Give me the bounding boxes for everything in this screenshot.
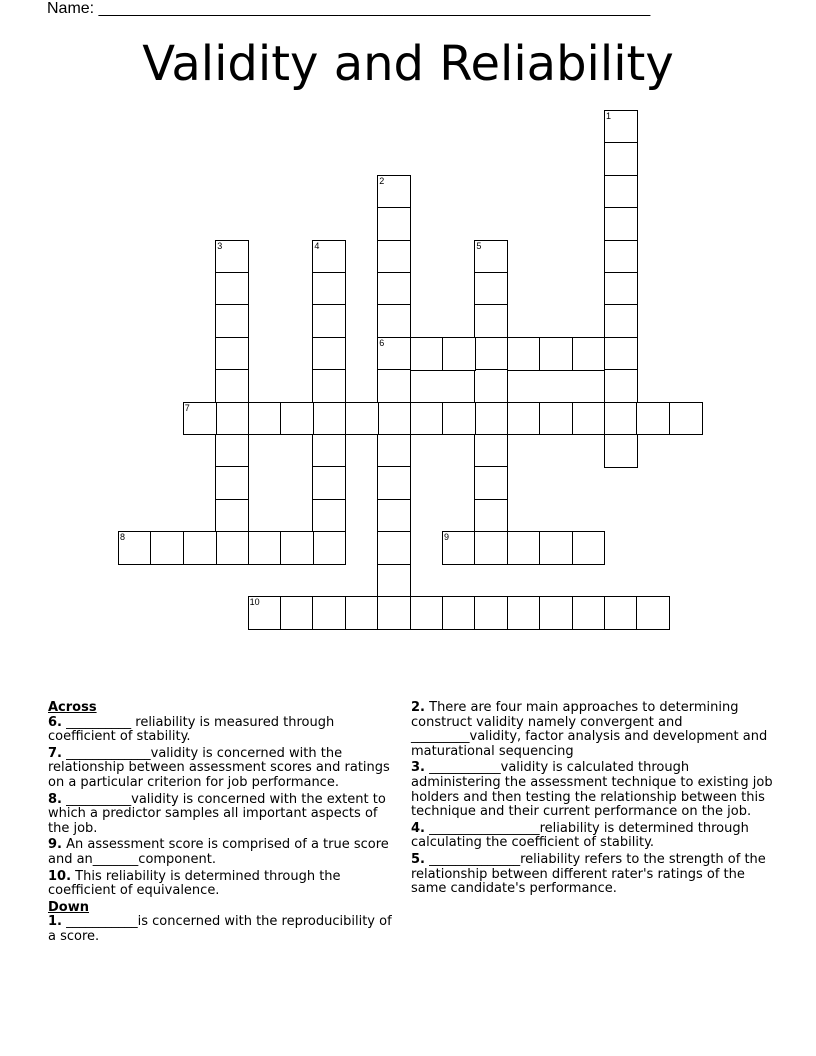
across-clue — [48, 747, 400, 791]
clue-number-label: 3 — [217, 240, 223, 251]
clue-number: 7. — [48, 745, 62, 761]
clue-number: 6. — [48, 714, 62, 730]
clue-number-label: 10 — [249, 597, 260, 607]
grid-cell[interactable] — [312, 596, 346, 630]
grid-cell[interactable] — [507, 337, 541, 371]
grid-cell[interactable] — [312, 531, 346, 565]
grid-cell[interactable] — [410, 337, 444, 371]
grid-cell[interactable] — [215, 466, 249, 500]
grid-cell[interactable] — [377, 596, 411, 630]
grid-cell[interactable] — [507, 531, 541, 565]
grid-cell[interactable] — [150, 531, 184, 565]
grid-cell[interactable] — [572, 402, 606, 436]
down-clue — [411, 761, 773, 819]
grid-cell[interactable] — [312, 434, 346, 468]
across-clue — [48, 838, 400, 867]
grid-cell[interactable] — [377, 207, 411, 241]
clue-text: ___________validity is calculated through administering the assessment technique to existing job holders and then testing the relationship between this technique and their current performance on the job. — [411, 760, 773, 820]
grid-cell[interactable] — [604, 175, 638, 209]
grid-cell[interactable] — [312, 240, 346, 274]
grid-cell[interactable] — [604, 142, 638, 176]
grid-cell[interactable] — [442, 402, 476, 436]
grid-cell[interactable] — [248, 596, 282, 630]
grid-cell[interactable] — [377, 272, 411, 306]
grid-cell[interactable] — [474, 596, 508, 630]
grid-cell[interactable] — [604, 402, 638, 436]
grid-cell[interactable] — [442, 596, 476, 630]
down-clue — [411, 701, 773, 759]
clue-text: ___________is concerned with the reproducibility of a score. — [48, 914, 392, 944]
grid-cell[interactable] — [474, 240, 508, 274]
grid-cell[interactable] — [377, 337, 411, 371]
puzzle-title: Validity and Reliability — [142, 36, 674, 92]
grid-cell[interactable] — [377, 466, 411, 500]
grid-cell[interactable] — [312, 499, 346, 533]
grid-cell[interactable] — [312, 337, 346, 371]
grid-cell[interactable] — [215, 369, 249, 403]
grid-cell[interactable] — [604, 434, 638, 468]
clue-text: _________________reliability is determined through calculating the coefficient of stability. — [411, 820, 749, 851]
grid-cell[interactable] — [539, 402, 573, 436]
grid-cell[interactable] — [474, 499, 508, 533]
grid-cell[interactable] — [572, 596, 606, 630]
clue-number-label: 8 — [120, 532, 126, 543]
down-clue — [48, 915, 400, 944]
grid-cell[interactable] — [474, 304, 508, 338]
grid-cell[interactable] — [377, 369, 411, 403]
grid-cell[interactable] — [377, 402, 411, 436]
grid-cell[interactable] — [377, 240, 411, 274]
clue-number-label: 4 — [314, 240, 320, 251]
grid-cell[interactable] — [280, 596, 314, 630]
grid-cell[interactable] — [604, 337, 638, 371]
grid-cell[interactable] — [215, 499, 249, 533]
grid-cell[interactable] — [539, 531, 573, 565]
clues-left-column — [48, 701, 400, 947]
grid-cell[interactable] — [248, 531, 282, 565]
grid-cell[interactable] — [539, 596, 573, 630]
grid-cell[interactable] — [312, 466, 346, 500]
grid-cell[interactable] — [572, 531, 606, 565]
clue-text: __________validity is concerned with the extent to which a predictor samples all important aspects of the job. — [48, 791, 386, 836]
clue-number: 10. — [48, 868, 72, 884]
clue-text: An assessment score is comprised of a true score and an_______component. — [48, 837, 389, 867]
down-clue — [411, 822, 773, 851]
clues-right-column — [411, 701, 773, 899]
across-clue — [48, 793, 400, 837]
clue-number-label: 6 — [379, 337, 385, 348]
grid-cell[interactable] — [280, 402, 314, 436]
name-field[interactable]: Name: ______________________________________________________________ — [47, 0, 651, 17]
clue-text: __________ reliability is measured through coefficient of stability. — [48, 714, 335, 745]
grid-cell[interactable] — [604, 369, 638, 403]
grid-cell[interactable] — [312, 369, 346, 403]
grid-cell[interactable] — [410, 402, 444, 436]
grid-cell[interactable] — [507, 402, 541, 436]
grid-cell[interactable] — [604, 207, 638, 241]
grid-cell[interactable] — [215, 402, 249, 436]
grid-cell[interactable] — [248, 402, 282, 436]
grid-cell[interactable] — [183, 531, 217, 565]
grid-cell[interactable] — [507, 596, 541, 630]
clue-text: There are four main approaches to determining construct validity namely convergent and _________validity, factor analysis and development and maturational sequencing — [411, 700, 768, 759]
grid-cell[interactable] — [215, 272, 249, 306]
down-clue — [411, 853, 773, 897]
clue-text: This reliability is determined through the coefficient of equivalence. — [48, 868, 341, 899]
grid-cell[interactable] — [377, 499, 411, 533]
grid-cell[interactable] — [442, 531, 476, 565]
clue-number-label: 1 — [606, 111, 612, 121]
grid-cell[interactable] — [572, 337, 606, 371]
grid-cell[interactable] — [604, 110, 638, 144]
grid-cell[interactable] — [215, 434, 249, 468]
grid-cell[interactable] — [215, 531, 249, 565]
grid-cell[interactable] — [604, 596, 638, 630]
clue-number: 2. — [411, 700, 425, 715]
grid-cell[interactable] — [539, 337, 573, 371]
grid-cell[interactable] — [474, 272, 508, 306]
grid-cell[interactable] — [215, 240, 249, 274]
grid-cell[interactable] — [474, 466, 508, 500]
grid-cell[interactable] — [410, 596, 444, 630]
grid-cell[interactable] — [604, 240, 638, 274]
clue-number-label: 7 — [184, 402, 190, 413]
grid-cell[interactable] — [474, 402, 508, 436]
clue-number: 3. — [411, 760, 425, 776]
grid-cell[interactable] — [215, 304, 249, 338]
clue-number-label: 2 — [379, 175, 385, 186]
grid-cell[interactable] — [442, 337, 476, 371]
clue-number-label: 5 — [476, 240, 482, 251]
clue-text: _____________validity is concerned with the relationship between assessment scores and ratings on a particular criterion for job performance. — [48, 745, 390, 790]
grid-cell[interactable] — [345, 596, 379, 630]
grid-cell[interactable] — [377, 531, 411, 565]
grid-cell[interactable] — [377, 304, 411, 338]
grid-cell[interactable] — [636, 596, 670, 630]
grid-cell[interactable] — [474, 434, 508, 468]
grid-cell[interactable] — [312, 272, 346, 306]
clue-number: 9. — [48, 837, 62, 853]
clue-number: 8. — [48, 791, 62, 807]
clue-number: 5. — [411, 851, 425, 867]
grid-cell[interactable] — [183, 402, 217, 436]
clue-number: 1. — [48, 914, 62, 930]
grid-cell[interactable] — [377, 434, 411, 468]
grid-cell[interactable] — [604, 304, 638, 338]
grid-cell[interactable] — [215, 337, 249, 371]
grid-cell[interactable] — [474, 337, 508, 371]
grid-cell[interactable] — [377, 175, 411, 209]
across-heading: Across — [48, 700, 97, 715]
grid-cell[interactable] — [636, 402, 670, 436]
clue-number: 4. — [411, 820, 425, 836]
grid-cell[interactable] — [377, 564, 411, 598]
grid-cell[interactable] — [118, 531, 152, 565]
clue-text: ______________reliability refers to the strength of the relationship between different rater's ratings of the same candidate's performance. — [411, 851, 766, 897]
clue-number-label: 9 — [444, 532, 450, 543]
across-clue — [48, 870, 400, 899]
grid-cell[interactable] — [312, 402, 346, 436]
grid-cell[interactable] — [312, 304, 346, 338]
grid-cell[interactable] — [604, 272, 638, 306]
grid-cell[interactable] — [474, 369, 508, 403]
across-clue — [48, 716, 400, 745]
grid-cell[interactable] — [669, 402, 703, 436]
grid-cell[interactable] — [474, 531, 508, 565]
grid-cell[interactable] — [280, 531, 314, 565]
down-heading: Down — [48, 899, 89, 915]
grid-cell[interactable] — [345, 402, 379, 436]
